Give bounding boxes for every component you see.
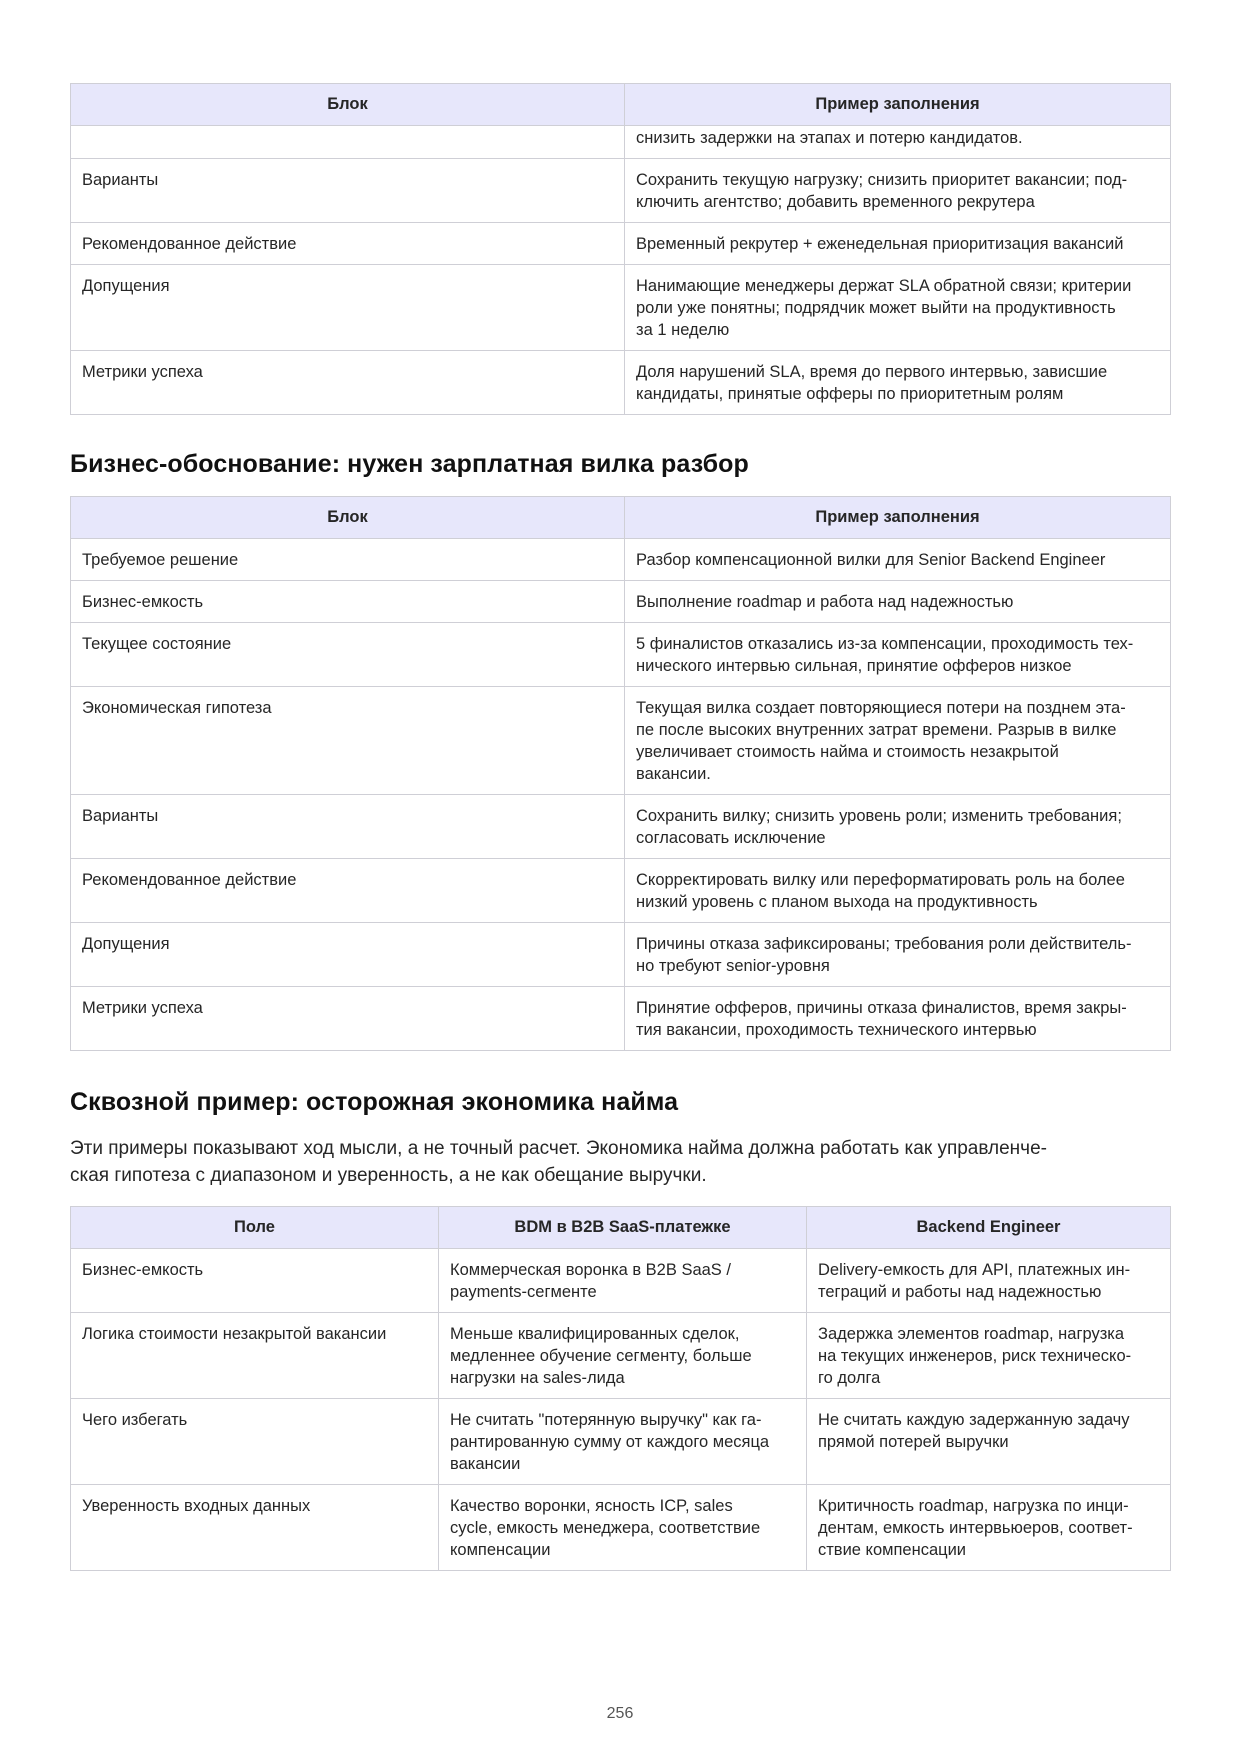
row-label: Рекомендованное действие (71, 223, 625, 265)
page-number: 256 (606, 1705, 634, 1722)
table-row (71, 687, 1171, 795)
row-backend: Не считать каждую задержанную задачу прямой потерей выручки (807, 1399, 1171, 1485)
row-field: Бизнес-емкость (71, 1249, 439, 1313)
row-value: Причины отказа зафиксированы; требования роли действитель- но требуют senior-уровня (625, 923, 1171, 987)
row-label: Экономическая гипотеза (71, 687, 625, 795)
table-row (71, 126, 1171, 159)
column-header-bdm: BDM в B2B SaaS-платежке (439, 1207, 807, 1249)
table-header-row (71, 497, 1171, 539)
row-value: Скорректировать вилку или переформатировать роль на более низкий уровень с планом выхода на продуктивность (625, 859, 1171, 923)
intro-paragraph: Эти примеры показывают ход мысли, а не точный расчет. Экономика найма должна работать как управленче- ская гипотеза с диапазоном и уверенность, а не как обещание выручки. (70, 1138, 1047, 1186)
row-label: Рекомендованное действие (71, 859, 625, 923)
table-row (71, 351, 1171, 415)
row-bdm: Коммерческая воронка в B2B SaaS / payments-сегменте (439, 1249, 807, 1313)
column-header-example: Пример заполнения (625, 84, 1171, 126)
row-value: Временный рекрутер + еженедельная приоритизация вакансий (625, 223, 1171, 265)
row-value: снизить задержки на этапах и потерю кандидатов. (625, 126, 1171, 159)
row-bdm: Не считать "потерянную выручку" как га- рантированную сумму от каждого месяца вакансии (439, 1399, 807, 1485)
row-label: Допущения (71, 265, 625, 351)
row-bdm: Качество воронки, ясность ICP, sales cycle, емкость менеджера, соответствие компенсации (439, 1485, 807, 1571)
table-row (71, 795, 1171, 859)
row-label: Требуемое решение (71, 539, 625, 581)
row-backend: Задержка элементов roadmap, нагрузка на текущих инженеров, риск техническо- го долга (807, 1313, 1171, 1399)
table-row (71, 923, 1171, 987)
table-row (71, 1313, 1171, 1399)
row-value: Принятие офферов, причины отказа финалистов, время закры- тия вакансии, проходимость технического интервью (625, 987, 1171, 1051)
column-header-block: Блок (71, 84, 625, 126)
row-backend: Критичность roadmap, нагрузка по инци- дентам, емкость интервьюеров, соответ- ствие компенсации (807, 1485, 1171, 1571)
column-header-example: Пример заполнения (625, 497, 1171, 539)
table-continued (70, 83, 1171, 415)
table-row (71, 1249, 1171, 1313)
row-value: Выполнение roadmap и работа над надежностью (625, 581, 1171, 623)
table-row (71, 159, 1171, 223)
hiring-economics-table (70, 1206, 1171, 1571)
page-content (70, 83, 1171, 1571)
row-label: Метрики успеха (71, 987, 625, 1051)
table-row (71, 223, 1171, 265)
row-backend: Delivery-емкость для API, платежных ин- теграций и работы над надежностью (807, 1249, 1171, 1313)
table-row (71, 987, 1171, 1051)
table-header-row (71, 84, 1171, 126)
row-value: Сохранить текущую нагрузку; снизить приоритет вакансии; под- ключить агентство; добавить временного рекрутера (625, 159, 1171, 223)
row-value: Нанимающие менеджеры держат SLA обратной связи; критерии роли уже понятны; подрядчик может выйти на продуктивность за 1 неделю (625, 265, 1171, 351)
business-case-table (70, 496, 1171, 1051)
row-label (71, 126, 625, 159)
section-title: Сквозной пример: осторожная экономика найма (70, 1088, 679, 1116)
table-row (71, 1485, 1171, 1571)
row-label: Варианты (71, 159, 625, 223)
row-field: Логика стоимости незакрытой вакансии (71, 1313, 439, 1399)
section-title: Бизнес-обоснование: нужен зарплатная вилка разбор (70, 450, 749, 478)
table-row (71, 539, 1171, 581)
row-value: 5 финалистов отказались из-за компенсации, проходимость тех- нического интервью сильная, принятие офферов низкое (625, 623, 1171, 687)
row-label: Текущее состояние (71, 623, 625, 687)
table-header-row (71, 1207, 1171, 1249)
table-row (71, 859, 1171, 923)
row-label: Метрики успеха (71, 351, 625, 415)
table-row (71, 623, 1171, 687)
row-label: Допущения (71, 923, 625, 987)
row-field: Чего избегать (71, 1399, 439, 1485)
row-value: Текущая вилка создает повторяющиеся потери на позднем эта- пе после высоких внутренних затрат времени. Разрыв в вилке увеличивает стоимость найма и стоимость незакрытой вакансии. (625, 687, 1171, 795)
table-row (71, 581, 1171, 623)
row-value: Разбор компенсационной вилки для Senior Backend Engineer (625, 539, 1171, 581)
row-value: Доля нарушений SLA, время до первого интервью, зависшие кандидаты, принятые офферы по приоритетным ролям (625, 351, 1171, 415)
row-label: Варианты (71, 795, 625, 859)
column-header-field: Поле (71, 1207, 439, 1249)
column-header-block: Блок (71, 497, 625, 539)
row-field: Уверенность входных данных (71, 1485, 439, 1571)
column-header-backend: Backend Engineer (807, 1207, 1171, 1249)
table-row (71, 265, 1171, 351)
row-label: Бизнес-емкость (71, 581, 625, 623)
table-row (71, 1399, 1171, 1485)
row-bdm: Меньше квалифицированных сделок, медленнее обучение сегменту, больше нагрузки на sales-лида (439, 1313, 807, 1399)
row-value: Сохранить вилку; снизить уровень роли; изменить требования; согласовать исключение (625, 795, 1171, 859)
